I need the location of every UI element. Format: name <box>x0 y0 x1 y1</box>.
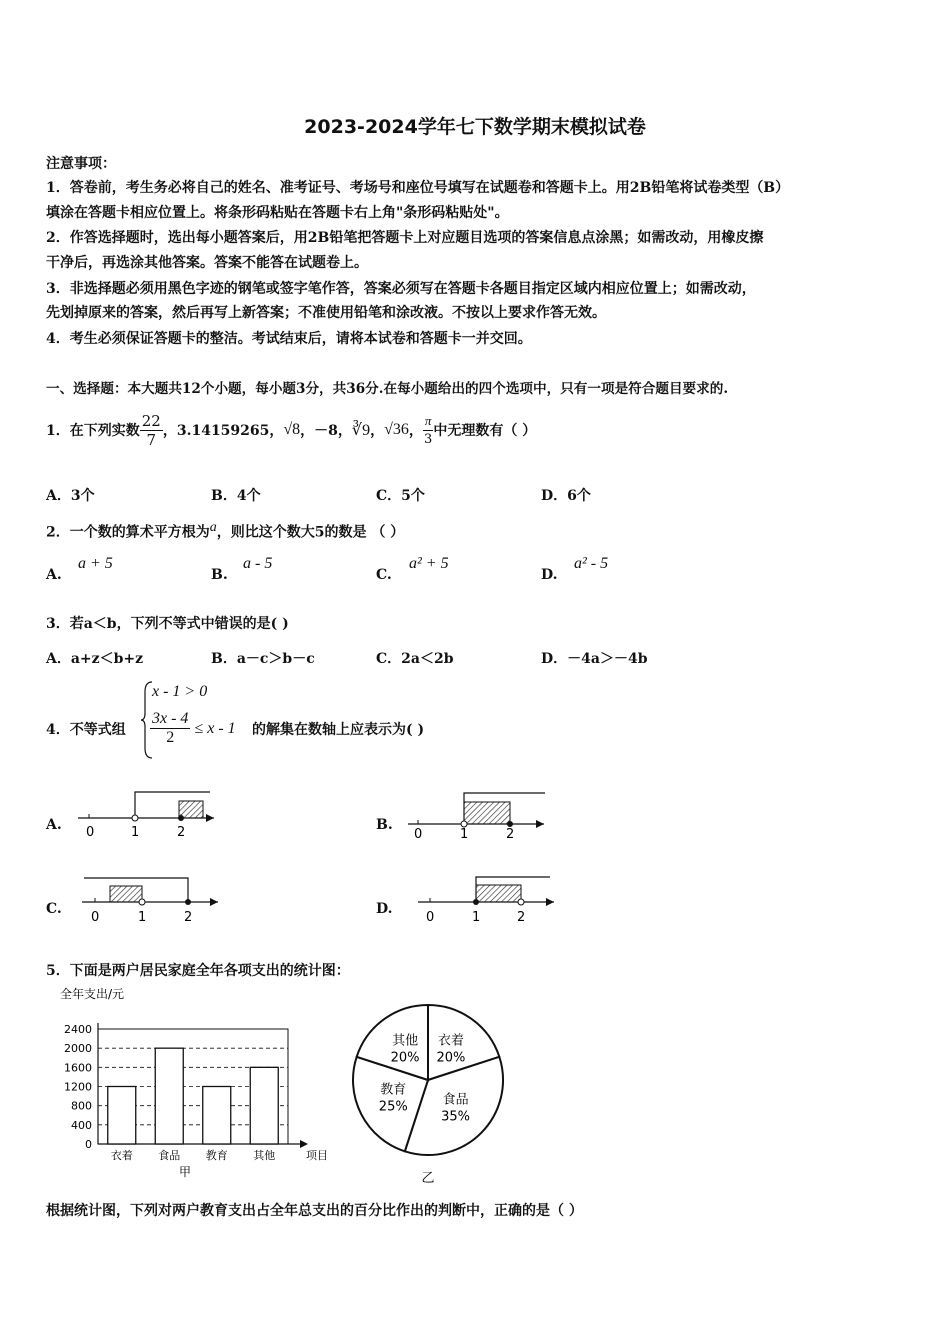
y-axis-label: 全年支出/元 <box>60 987 125 1001</box>
bar <box>155 1048 183 1144</box>
option-b: B. <box>211 567 228 583</box>
number-line-c <box>82 878 218 925</box>
y-tick-label: 400 <box>71 1118 92 1132</box>
fraction: $\frac{22}{7}$ <box>141 411 161 449</box>
option-d: D. <box>541 567 558 583</box>
slice-percent: 20% <box>390 1050 420 1066</box>
y-tick-label: 2400 <box>64 1023 92 1036</box>
fraction: $\frac{\pi}{3}$ <box>424 412 433 447</box>
y-tick-label: 1600 <box>64 1061 92 1075</box>
tick-label: 2 <box>177 825 186 840</box>
q1-sep: ， <box>370 423 385 439</box>
option-a: A. <box>46 817 62 833</box>
option-a: A. <box>46 567 62 583</box>
slice-label: 教育 <box>380 1082 407 1098</box>
inequality-2: $\frac{3x - 4}{2}$ ≤ x - 1 <box>152 710 236 746</box>
tick-label: 0 <box>414 827 423 842</box>
q1-prefix: 1．在下列实数 <box>46 423 140 439</box>
notice-line: 3．非选择题必须用黑色字迹的钢笔或签字笔作答，答案必须写在答题卡各题目指定区域内相应位置上；如需改动， <box>46 281 756 297</box>
notice-line: 2．作答选择题时，选出每小题答案后，用2B铅笔把答题卡上对应题目选项的答案信息点涂黑；如需改动，用橡皮擦 <box>46 230 764 246</box>
question-3: 3．若a＜b，下列不等式中错误的是( ) <box>46 616 289 632</box>
notice-line: 4．考生必须保证答题卡的整洁。考试结束后，请将本试卷和答题卡一并交回。 <box>46 331 532 347</box>
y-tick-label: 2000 <box>64 1042 92 1056</box>
chart-title: 甲 <box>178 1165 192 1179</box>
bar <box>108 1087 136 1145</box>
tick-label: 0 <box>91 910 100 925</box>
page-title: 2023-2024学年七下数学期末模拟试卷 <box>304 116 646 138</box>
x-tick-label: 教育 <box>205 1149 228 1162</box>
sqrt-36: √36 <box>384 421 409 438</box>
tick-label: 2 <box>517 910 526 925</box>
option-b: B．4个 <box>211 488 261 504</box>
option-c: C. <box>376 567 392 583</box>
option-c-expr: a² + 5 <box>409 555 449 572</box>
tick-label: 1 <box>472 910 481 925</box>
chart-title: 乙 <box>421 1171 435 1186</box>
question-2: 2．一个数的算术平方根为$^a$，则比这个数大5的数是 （ ） <box>46 520 405 541</box>
notice-line: 先划掉原来的答案，然后再写上新答案；不准使用铅笔和涂改液。不按以上要求作答无效。 <box>46 305 606 321</box>
notice-line: 干净后，再选涂其他答案。答案不能答在试题卷上。 <box>46 255 368 271</box>
notice-line: 1．答卷前，考生务必将自己的姓名、准考证号、考场号和座位号填写在试题卷和答题卡上。用2B铅笔将试卷类型（B） <box>46 180 790 196</box>
slice-label: 衣着 <box>437 1033 464 1049</box>
x-tick-label: 其他 <box>253 1149 276 1162</box>
x-tick-label: 食品 <box>158 1149 181 1162</box>
slice-percent: 20% <box>436 1050 466 1066</box>
x-axis-label: 项目 <box>306 1149 328 1162</box>
option-a-expr: a + 5 <box>78 555 113 572</box>
bar <box>250 1067 278 1144</box>
notice-heading: 注意事项： <box>46 156 116 172</box>
slice-label: 食品 <box>442 1092 469 1108</box>
y-tick-label: 1200 <box>64 1080 92 1094</box>
option-b: B．a－c＞b－c <box>211 651 315 667</box>
option-c: C. <box>46 901 62 917</box>
option-d: D．6个 <box>541 488 591 504</box>
tick-label: 1 <box>138 910 147 925</box>
number-line-d <box>418 877 554 925</box>
option-d-expr: a² - 5 <box>574 555 609 572</box>
tick-label: 0 <box>426 910 435 925</box>
q1-sep: ， <box>408 423 423 439</box>
tick-label: 2 <box>506 827 515 842</box>
q1-suffix: 中无理数有（ ） <box>433 423 537 439</box>
q4-suffix: 的解集在数轴上应表示为( ) <box>252 722 425 738</box>
pie-chart <box>345 1000 515 1190</box>
notice-line: 填涂在答题卡相应位置上。将条形码粘贴在答题卡右上角"条形码粘贴处"。 <box>46 205 509 221</box>
y-tick-label: 800 <box>71 1099 92 1113</box>
tick-label: 1 <box>460 827 469 842</box>
bar-chart <box>40 980 340 1180</box>
section-heading: 一、选择题：本大题共12个小题，每小题3分，共36分.在每小题给出的四个选项中，只有一项是符合题目要求的. <box>46 381 729 397</box>
tick-label: 0 <box>86 825 95 840</box>
option-a: A．3个 <box>46 488 95 504</box>
number-line-a <box>78 792 214 840</box>
option-b: B. <box>376 817 393 833</box>
question-5-prompt: 根据统计图，下列对两户教育支出占全年总支出的百分比作出的判断中，正确的是（ ） <box>46 1203 583 1219</box>
x-axis-arrow <box>300 1140 308 1148</box>
tick-label: 1 <box>131 825 140 840</box>
slice-percent: 25% <box>378 1099 408 1115</box>
question-5: 5．下面是两户居民家庭全年各项支出的统计图： <box>46 963 350 979</box>
slice-percent: 35% <box>441 1109 471 1125</box>
tick-label: 2 <box>184 910 193 925</box>
number-line-b <box>408 793 545 842</box>
q1-sep: ，－8， <box>300 423 352 439</box>
option-d: D. <box>376 901 393 917</box>
option-c: C．2a＜2b <box>376 651 454 667</box>
sqrt-8: √8 <box>283 421 301 438</box>
y-tick-label: 0 <box>85 1138 92 1151</box>
cbrt-9: ∛9 <box>351 422 371 439</box>
slice-label: 其他 <box>392 1033 419 1049</box>
inequality-1: x - 1 > 0 <box>152 683 208 700</box>
q4-prefix: 4．不等式组 <box>46 722 126 738</box>
option-b-expr: a - 5 <box>243 555 273 572</box>
q1-sep: ，3.14159265， <box>162 423 284 439</box>
option-d: D．－4a＞－4b <box>541 651 648 667</box>
option-a: A．a+z＜b+z <box>46 651 144 667</box>
x-tick-label: 衣着 <box>110 1149 133 1162</box>
bar <box>203 1087 231 1145</box>
option-c: C．5个 <box>376 488 425 504</box>
